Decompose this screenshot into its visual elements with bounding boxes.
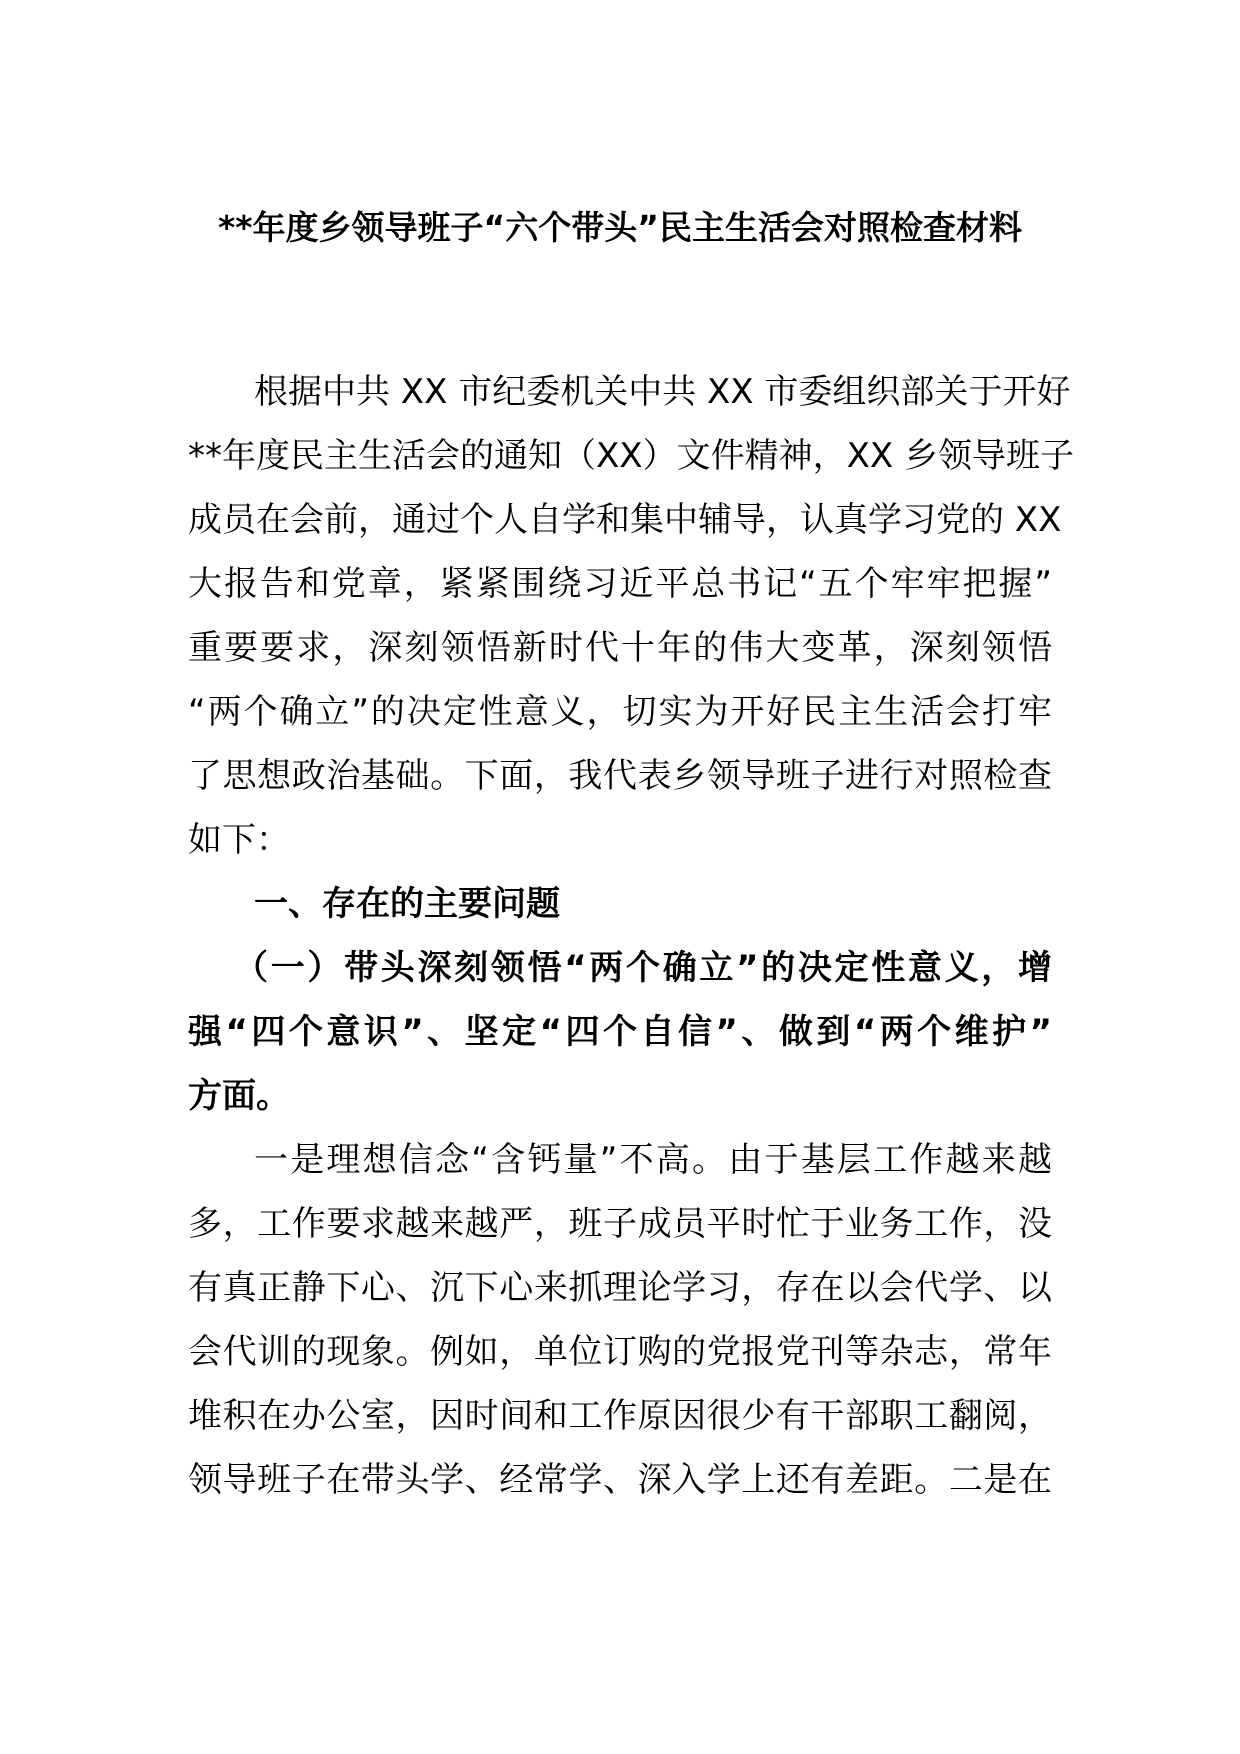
body-line: 多，工作要求越来越严，班子成员平时忙于业务工作，没: [188, 1204, 1052, 1244]
body-line: 大报告和党章，紧紧围绕习近平总书记“五个牢牢把握”: [188, 564, 1052, 604]
body-line: 了思想政治基础。下面，我代表乡领导班子进行对照检查: [188, 756, 1052, 796]
body-line: 如下：: [188, 820, 290, 860]
subsection-heading-line: （一）带头深刻领悟“两个确立”的决定性意义，增: [234, 948, 1052, 988]
body-line: 领导班子在带头学、经常学、深入学上还有差距。二是在: [188, 1460, 1052, 1500]
section-heading: 一、存在的主要问题: [254, 884, 560, 924]
subsection-heading-line: 强“四个意识”、坚定“四个自信”、做到“两个维护”: [188, 1012, 1052, 1052]
body-line: 会代训的现象。例如，单位订购的党报党刊等杂志，常年: [188, 1332, 1052, 1372]
body-line: 一是理想信念“含钙量”不高。由于基层工作越来越: [254, 1140, 1052, 1180]
body-line: “两个确立”的决定性意义，切实为开好民主生活会打牢: [188, 692, 1052, 732]
body-line: 重要要求，深刻领悟新时代十年的伟大变革，深刻领悟: [188, 628, 1052, 668]
body-line: 有真正静下心、沉下心来抓理论学习，存在以会代学、以: [188, 1268, 1052, 1308]
body-line: 成员在会前，通过个人自学和集中辅导，认真学习党的 XX: [188, 500, 1062, 540]
body-line: 堆积在办公室，因时间和工作原因很少有干部职工翻阅，: [188, 1396, 1052, 1436]
subsection-heading-line: 方面。: [188, 1076, 290, 1116]
body-line: 根据中共 XX 市纪委机关中共 XX 市委组织部关于开好: [254, 372, 1071, 412]
body-line: **年度民主生活会的通知（XX）文件精神，XX 乡领导班子: [188, 436, 1074, 476]
document-title: **年度乡领导班子“六个带头”民主生活会对照检查材料: [218, 208, 1022, 247]
